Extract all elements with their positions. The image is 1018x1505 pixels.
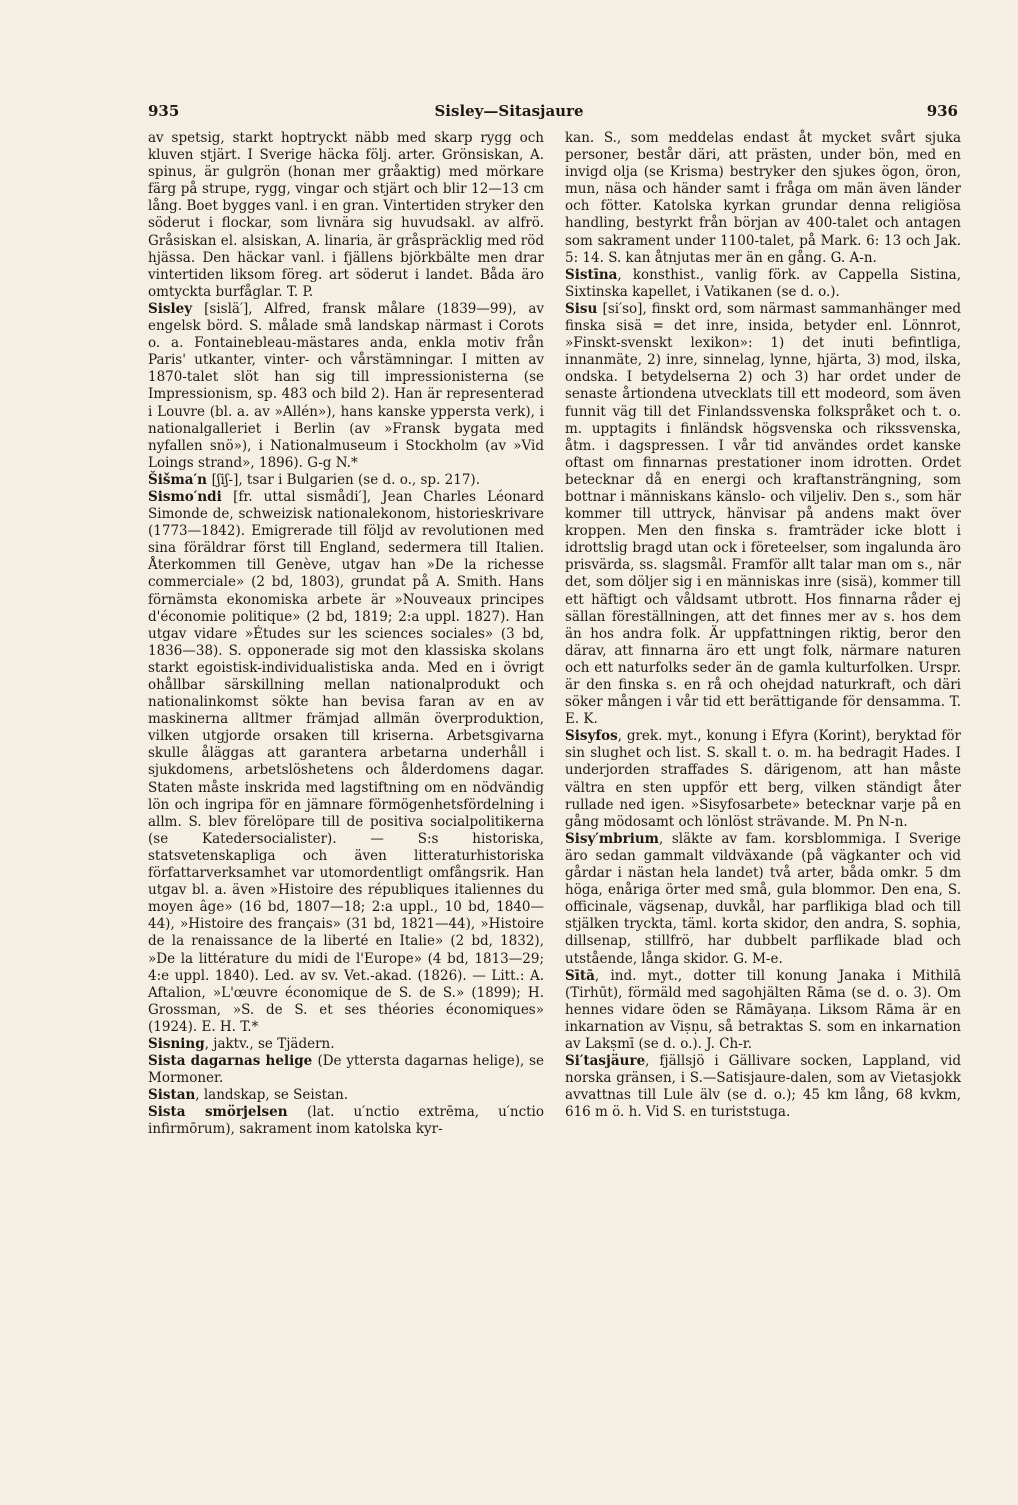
entry-sisman: Šišma′n [ʃiʃ-], tsar i Bulgarien (se d. o., sp. 217).	[148, 471, 480, 488]
page-number-left: 935	[148, 102, 180, 120]
entry-sismondi: Sismo′ndi [fr. uttal sismådi′], Jean Charles Léonard Simonde de, schweizisk nationalekonom, historieskrivare (1773—1842). Emigrerade till följd av revolutionen med sina föräldrar först till England, sedermera till Italien. Återkommen till Genève, utgav han »De la richesse commerciale» (2 bd, 1803), grundat på A. Smith. Hans förnämsta ekonomiska arbete är »Nouveaux principes d'économie politique» (2 bd, 1819; 2:a uppl. 1827). Han utgav vidare »Études sur les sciences sociales» (3 bd, 1836—38). S. opponerade sig mot den klassiska skolans starkt egoistisk-individualistiska anda. Med en i övrigt ohållbar särskillning mellan nationalprodukt och nationalinkomst sökte han bevisa faran av en av maskinerna alltmer främjad allmän överproduktion, vilken utgjorde orsaken till kriserna. Arbetsgivarna skulle åläggas att garantera arbetarna underhåll i sjukdomens, arbetslöshetens och ålderdomens dagar. Staten måste inskrida med lagstiftning om en nödvändig lön och ingripa för en jämnare förmögenhetsfördelning i allm. S. blev förelöpare till de positiva socialpolitikerna (se Katedersocialister). — S:s historiska, statsvetenskapliga och även litteraturhistoriska författarverksamhet var utomordentligt omfångsrik. Han utgav bl. a. även »Histoire des républiques italiennes du moyen âge» (16 bd, 1807—18; 2:a uppl., 10 bd, 1840—44), »Histoire des français» (31 bd, 1821—44), »Histoire de la renaissance de la liberté en Italie» (2 bd, 1832), »De la littérature du midi de l'Europe» (4 bd, 1813—29; 4:e uppl. 1840). Led. av sv. Vet.-akad. (1826). — Litt.: A. Aftalion, »L'œuvre économique de S. de S.» (1899); H. Grossman, »S. de S. et ses théories économiques» (1924). E. H. T.*	[148, 488, 544, 1035]
entry-sistan: Sistan, landskap, se Seistan.	[148, 1087, 349, 1104]
page-number-right: 936	[926, 102, 958, 120]
entry-sista-smorjelsen: Sista smörjelsen (lat. u′nctio extrēma, u′nctio infirmōrum), sakrament inom katolska kyr-	[148, 1104, 544, 1138]
running-title: Sisley—Sitasjaure	[434, 102, 584, 120]
entry-sisyfos: Sisyfos, grek. myt., konung i Efyra (Korint), beryktad för sin slughet och list. S. skall t. o. m. ha bedragit Hades. I underjorden straffades S. därigenom, att han måste vältra en sten uppför ett berg, vilken ständigt åter rullade ned igen. »Sisyfosarbete» betecknar varje på en gång mödosamt och lönlöst strävande. M. Pn N-n.	[565, 728, 961, 830]
entry-sistina: Sistīna, konsthist., vanlig förk. av Cappella Sistina, Sixtinska kapellet, i Vatikanen (se d. o.).	[565, 266, 961, 300]
entry-siskor-continued: av spetsig, starkt hoptryckt näbb med skarp rygg och kluven stjärt. I Sverige häcka följ. arter. Grönsiskan, A. spinus, är gulgrön (honan mer gråaktig) med mörkare färg på strupe, rygg, vingar och stjärt och blir 12—13 cm lång. Boet bygges vanl. i en gran. Vintertiden stryker den söderut i flockar, som livnära sig huvudsakl. av alfrö. Gråsiskan el. alsiskan, A. linaria, är gråspräcklig med röd hjässa. Den häckar vanl. i fjällens björkbälte men drar vintertiden liksom föreg. art söderut i landet. Båda äro omtyckta burfåglar. T. P.	[148, 130, 544, 300]
entry-sisley: Sisley [sislä′], Alfred, fransk målare (1839—99), av engelsk börd. S. målade små landskap närmast i Corots o. a. Fontainebleau-mästares anda, enkla motiv från Paris' utkanter, vinter- och vårstämningar. I mitten av 1870-talet slöt han sig till impressionisterna (se Impressionism, sp. 483 och bild 2). Han är representerad i Louvre (bl. a. av »Allén»), hans kanske yppersta verk), i nationalgalleriet i Berlin (av »Fransk bygata med nyfallen snö»), i Nationalmuseum i Stockholm (av »Vid Loings strand», 1896). G-g N.*	[148, 300, 544, 471]
entry-sisning: Sisning, jaktv., se Tjädern.	[148, 1035, 335, 1052]
entry-sisu: Sisu [si′so], finskt ord, som närmast sammanhänger med finska sisä = det inre, insida, betyder enl. Lönnrot, »Finskt-svenskt lexikon»: 1) det inuti befintliga, innanmäte, 2) inre, sinnelag, lynne, hjärta, 3) mod, ilska, ondska. I betydelserna 2) och 3) har ordet under de senaste årtiondena utvecklats till ett modeord, som även funnit väg till det Finlandssvenska folkspråket och t. o. m. upptagits i finländsk högsvenska och rikssvenska, åtm. i dagspressen. I vår tid användes ordet kanske oftast om finnarnas prestationer inom idrotten. Ordet betecknar då en energi och kraftansträngning, som bottnar i människans känslo- och viljeliv. Den s., som här kommer till uttryck, hänvisar på andens makt över kroppen. Men den finska s. framträder icke blott i idrottslig bragd utan ock i företeelser, som ingalunda äro prisvärda, ss. slagsmål. Framför allt talar man om s., när det, som döljer sig i en människas inre (sisä), kommer till ett häftigt och våldsamt utbrott. Hos finnarna råder ej sällan föreställningen, att det finnes mer av s. hos dem än hos andra folk. Är uppfattningen riktig, beror den därav, att finnarna äro ett ungt folk, närmare naturen och ett naturfolks seder än de gamla kulturfolken. Urspr. är den finska s. en rå och ohejdad naturkraft, och däri söker mången i vår tid ett berättigande för densamma. T. E. K.	[565, 300, 962, 728]
entry-sita: Sītā, ind. myt., dotter till konung Janaka i Mithilā (Tirhūt), förmäld med sagohjälten Rāma (se d. o. 3). Om hennes vidare öden se Rāmāyaṇa. Liksom Rāma är en inkarnation av Viṣṇu, så betraktas S. som en inkarnation av Lakṣmī (se d. o.). J. Ch-r.	[565, 967, 961, 1052]
entry-sitasjaure: Si′tasjäure, fjällsjö i Gällivare socken, Lappland, vid norska gränsen, i S.—Satisjaure-dalen, som av Vietasjokk avvattnas till Lule älv (se d. o.); 45 km lång, 68 kvkm, 616 m ö. h. Vid S. en turiststuga.	[565, 1053, 961, 1121]
left-column	[148, 130, 544, 1139]
entry-sista-smorjelsen-continued: kan. S., som meddelas endast åt mycket svårt sjuka personer, består däri, att prästen, under bön, med en invigd olja (se Krisma) bestryker den sjukes ögon, öron, mun, näsa och händer samt i fråga om män även länder och fötter. Katolska kyrkan grundar denna religiösa handling, bestyrkt från början av 400-talet och antagen som sakrament under 1100-talet, på Mark. 6: 13 och Jak. 5: 14. S. kan åtnjutas mer än en gång. G. A-n.	[565, 130, 961, 266]
entry-sisymbrium: Sisy′mbrium, släkte av fam. korsblommiga. I Sverige äro sedan gammalt vildväxande (på vägkanter och vid gårdar i nästan hela landet) två arter, båda omkr. 5 dm höga, enåriga örter med små, gula blommor. Den ena, S. officinale, vägsenap, duvkål, har parflikiga blad och till stjälken tryckta, täml. korta skidor, den andra, S. sophia, dillsenap, stillfrö, har dubbelt parflikade blad och utstående, långa skidor. G. M-e.	[565, 830, 961, 967]
right-column	[565, 130, 961, 1121]
entry-sista-dagarnas-helige: Sista dagarnas helige (De yttersta dagarnas helige), se Mormoner.	[148, 1053, 545, 1087]
